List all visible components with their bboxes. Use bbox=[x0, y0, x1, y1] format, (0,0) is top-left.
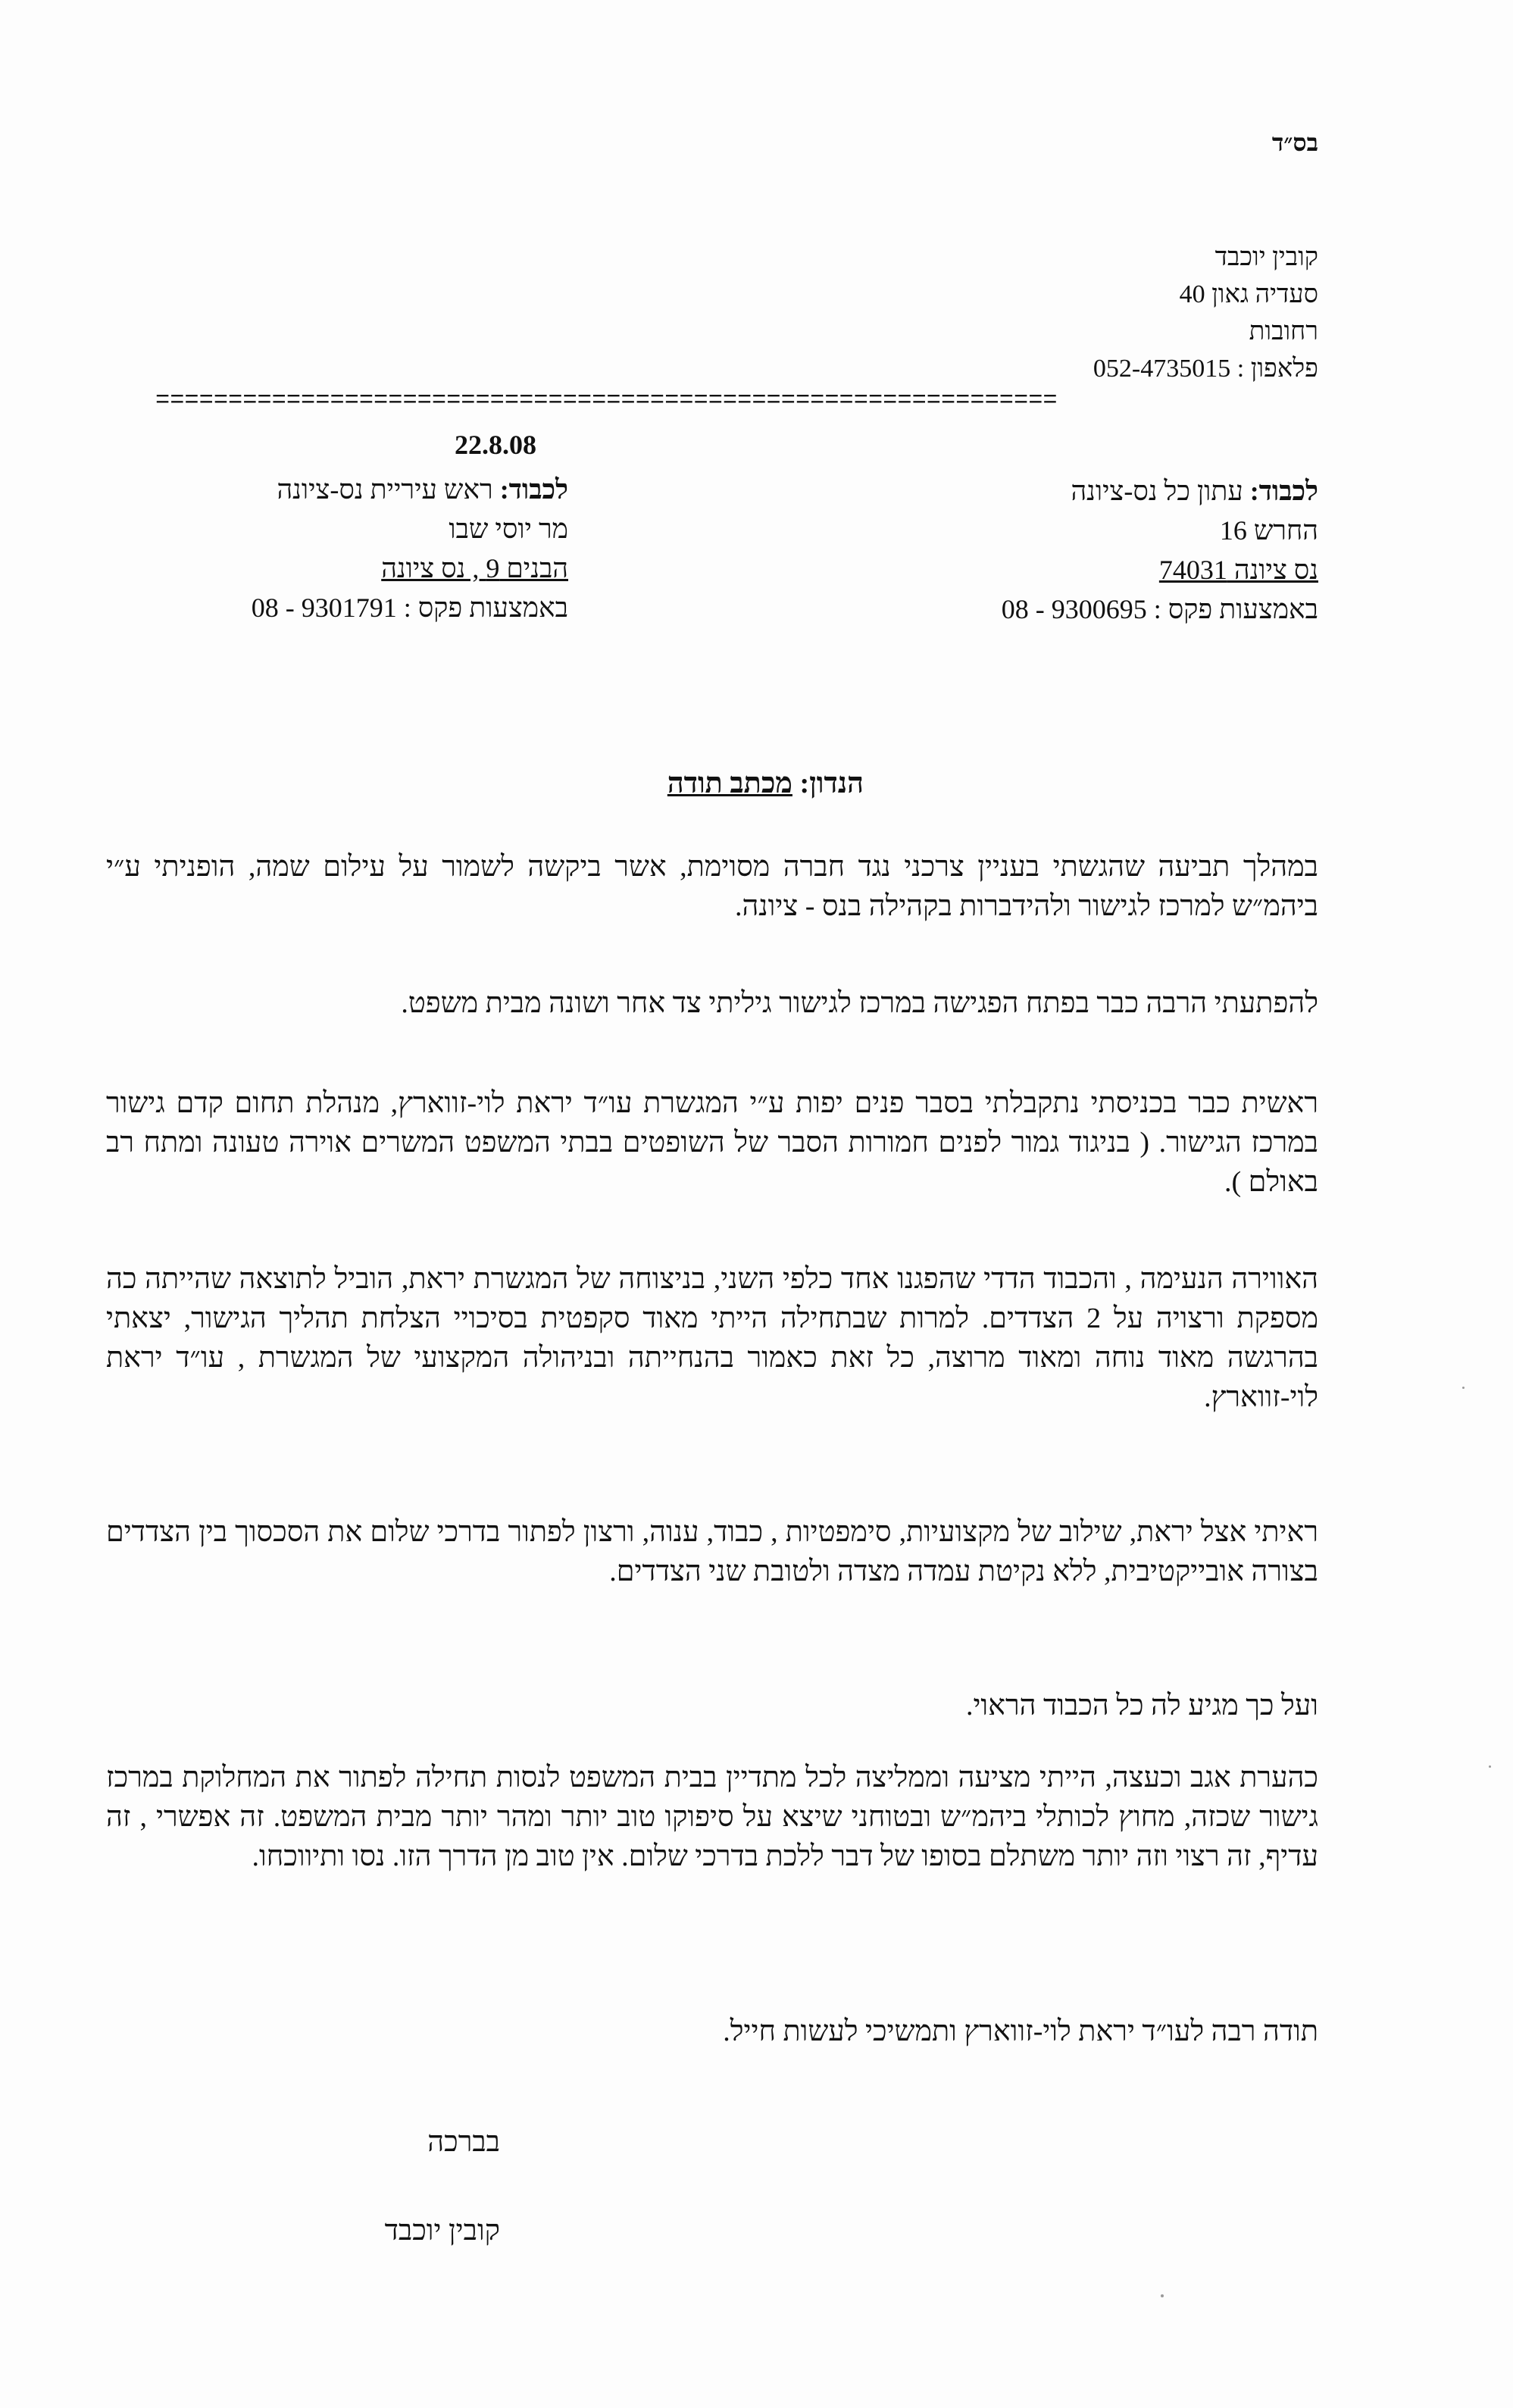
sender-phone: פלאפון : 052-4735015 bbox=[1093, 355, 1318, 383]
paragraph-3: ראשית כבר בכניסתי נתקבלתי בסבר פנים יפות ע״י המגשרת עו״ד יראת לוי-זווארץ, מנהלת תחום קדם גישור במרכז הגישור. ( בניגוד גמור לפנים חמורות הסבר של השופטים בבתי המשפט המשרים אוירה טעונה ומתח רב באולם ). bbox=[106, 1087, 1318, 1198]
signature-name: קובין יוכבד bbox=[384, 2215, 500, 2247]
scan-speck bbox=[1161, 2294, 1164, 2297]
recipient-left-person: מר יוסי שבו bbox=[449, 514, 568, 544]
subject-label: הנדון: bbox=[799, 768, 864, 799]
letter-date: 22.8.08 bbox=[455, 430, 536, 460]
paragraph-4: האווירה הנעימה , והכבוד הדדי שהפגנו אחד כלפי השני, בניצוחה של המגשרת יראת, הוביל לתוצאה שהייתה כה מספקת ורצויה על 2 הצדדים. למרות שבתחילה הייתי מאוד סקפטית בסיכויי הצלחת תהליך הגישור, יצאתי בהרגשה מאוד נוחה ומאוד מרוצה, כל זאת כאמור בהנחייתה ובניהולה המקצועי של המגשרת , עו״ד יראת לוי-זווארץ. bbox=[106, 1263, 1319, 1413]
recipient-left-street: הבנים 9 , נס ציונה bbox=[381, 553, 568, 583]
recipient-right-fax: באמצעות פקס : 9300695 - 08 bbox=[1001, 594, 1318, 624]
recipient-left-fax: באמצעות פקס : 9301791 - 08 bbox=[251, 593, 568, 623]
sender-name: קובין יוכבד bbox=[1214, 243, 1318, 271]
paragraph-7: כהערת אגב וכעצה, הייתי מציעה וממליצה לכל מתדיין בבית המשפט לנסות תחילה לפתור את המחלוקת במרכז גישור שכזה, מחוץ לכותלי ביהמ״ש ובטוחני שיצא על סיפוקו טוב יותר ומהר יותר מבית המשפט. זה אפשרי , זה עדיף, זה רצוי וזה יותר משתלם בסופו של דבר ללכת בדרכי שלום. אין טוב מן הדרך הזו. נסו ותיווכחו. bbox=[106, 1762, 1318, 1872]
paragraph-6: ועל כך מגיע לה כל הכבוד הראוי. bbox=[965, 1690, 1318, 1722]
paragraph-8: תודה רבה לעו״ד יראת לוי-זווארץ ותמשיכי לעשות חייל. bbox=[723, 2016, 1318, 2047]
sender-street: סעדיה גאון 40 bbox=[1179, 280, 1318, 308]
recipient-left-block bbox=[76, 470, 568, 627]
recipient-left-name: ראש עיריית נס-ציונה bbox=[277, 474, 493, 505]
recipient-right-line1 bbox=[818, 471, 1318, 511]
bsd-header: בס״ד bbox=[1271, 129, 1318, 156]
paragraph-2: להפתעתי הרבה כבר בפתח הפגישה במרכז לגישור גיליתי צד אחר ושונה מבית משפט. bbox=[401, 987, 1318, 1019]
recipient-right-label: לכבוד: bbox=[1249, 476, 1318, 506]
recipient-left-label: לכבוד: bbox=[499, 474, 568, 505]
recipient-left-line1 bbox=[76, 470, 568, 509]
subject-line bbox=[379, 767, 864, 800]
subject-title: מכתב תודה bbox=[667, 768, 792, 799]
scan-speck bbox=[1462, 1387, 1465, 1389]
sender-city: רחובות bbox=[1249, 317, 1318, 346]
closing-greeting: בברכה bbox=[427, 2126, 500, 2158]
separator-line: ============================================================== bbox=[155, 392, 1058, 410]
recipient-right-city: נס ציונה 74031 bbox=[1158, 555, 1318, 585]
recipient-right-street: החרש 16 bbox=[1219, 515, 1318, 546]
sender-block bbox=[985, 239, 1318, 387]
scan-speck bbox=[1489, 1765, 1491, 1768]
paragraph-5: ראיתי אצל יראת, שילוב של מקצועיות, סימפטיות , כבוד, ענוה, ורצון לפתור בדרכי שלום את הסכסוך בין הצדדים בצורה אובייקטיבית, ללא נקיטת עמדה מצדה ולטובת שני הצדדים. bbox=[106, 1516, 1318, 1587]
recipient-right-block bbox=[818, 471, 1318, 629]
paragraph-1: במהלך תביעה שהגשתי בעניין צרכני נגד חברה מסוימת, אשר ביקשה לשמור על עילום שמה, הופניתי ע״י ביהמ״ש למרכז לגישור ולהידברות בקהילה בנס - ציונה. bbox=[106, 851, 1318, 922]
recipient-right-name: עתון כל נס-ציונה bbox=[1071, 476, 1243, 506]
